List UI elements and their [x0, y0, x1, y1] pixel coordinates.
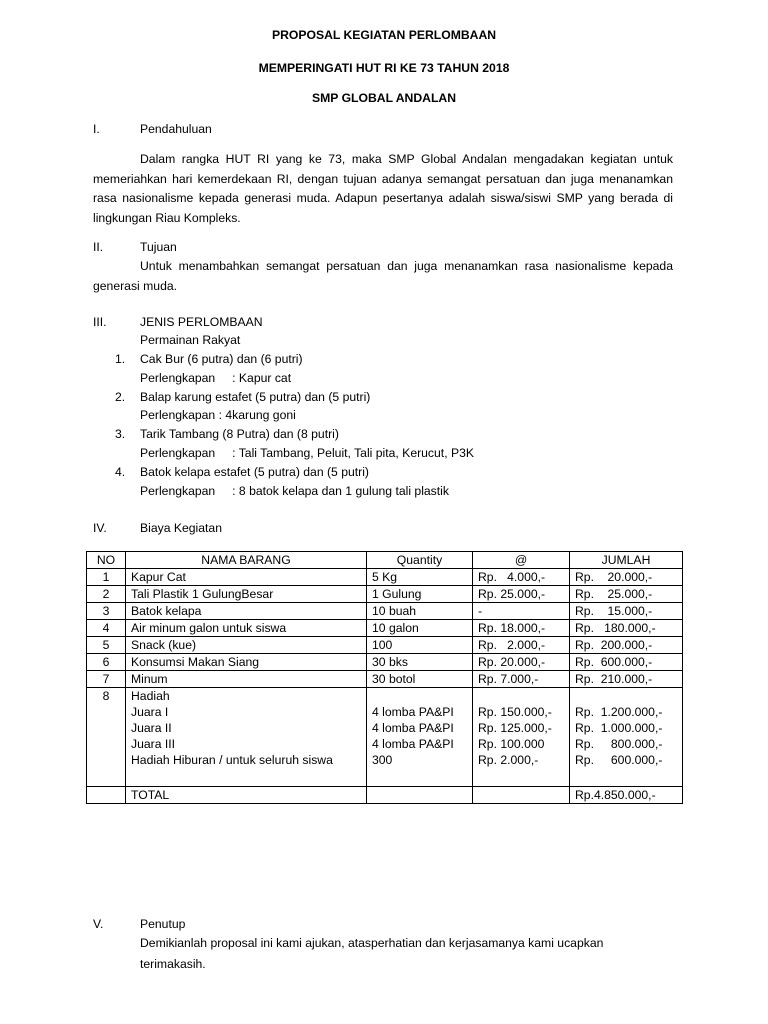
header-quantity: Quantity [367, 552, 473, 569]
cell-jumlah: Rp. 210.000,- [570, 671, 683, 688]
table-total-row [87, 787, 683, 804]
hadiah-juara-1: Juara I [131, 705, 169, 719]
lomba-item-number: 2. [115, 390, 126, 404]
hadiah-jumlah: Rp. 1.000.000,- [575, 721, 663, 735]
section-3-number: III. [93, 315, 107, 329]
hadiah-qty [372, 688, 467, 704]
section-1-body: Dalam rangka HUT RI yang ke 73, maka SMP Global Andalan mengadakan kegiatan untuk memeriahkan hari kemerdekaan RI, dengan tujuan adanya semangat persatuan dan juga menanamkan rasa nasionalisme kepada generasi muda. Adapun pesertanya adalah siswa/siswi SMP yang berada di lingkungan Riau Kompleks. [93, 152, 673, 225]
cell-nama: Tali Plastik 1 GulungBesar [126, 586, 367, 603]
section-3-subheading: Permainan Rakyat [140, 333, 241, 347]
table-row [87, 620, 683, 637]
cell-harga: Rp. 2.000,- [473, 637, 570, 654]
lomba-item-name: Cak Bur (6 putra) dan (6 putri) [140, 352, 303, 366]
lomba-item-equipment: Perlengkapan : Tali Tambang, Peluit, Tali pita, Kerucut, P3K [140, 446, 474, 460]
hadiah-juara-3: Juara III [131, 737, 176, 751]
section-1-heading: Pendahuluan [140, 122, 212, 136]
cell-jumlah: Rp. 20.000,- [570, 569, 683, 586]
title-line-2: MEMPERINGATI HUT RI KE 73 TAHUN 2018 [258, 61, 510, 75]
hadiah-harga: Rp. 100.000 [478, 737, 545, 751]
cell-no: 1 [87, 569, 126, 586]
section-5-heading: Penutup [140, 917, 186, 931]
cell-nama: Konsumsi Makan Siang [126, 654, 367, 671]
lomba-item-name: Balap karung estafet (5 putra) dan (5 putri) [140, 390, 371, 404]
cell-qty: 10 galon [367, 620, 473, 637]
section-4-number: IV. [93, 521, 107, 535]
cell-qty: 30 botol [367, 671, 473, 688]
cell-qty: 30 bks [367, 654, 473, 671]
lomba-item-equipment: Perlengkapan : 4karung goni [140, 408, 296, 422]
cell-no: 2 [87, 586, 126, 603]
cell-harga: Rp. 4.000,- [473, 569, 570, 586]
table-row [87, 603, 683, 620]
section-5-number: V. [93, 917, 104, 931]
cell-qty-hadiah [367, 688, 473, 787]
hadiah-hiburan: Hadiah Hiburan / untuk seluruh siswa [131, 753, 333, 767]
cell-qty: 1 Gulung [367, 586, 473, 603]
lomba-item-number: 4. [115, 465, 126, 479]
cell-no: 3 [87, 603, 126, 620]
section-2-body: Untuk menambahkan semangat persatuan dan juga menanamkan rasa nasionalisme kepada generasi muda. [93, 259, 673, 293]
lomba-item-name: Tarik Tambang (8 Putra) dan (8 putri) [140, 427, 339, 441]
cell-nama: Snack (kue) [126, 637, 367, 654]
hadiah-harga: Rp. 125.000,- [478, 721, 552, 735]
header-no: NO [87, 552, 126, 569]
total-label: TOTAL [126, 787, 367, 804]
header-nama-barang: NAMA BARANG [126, 552, 367, 569]
total-value: Rp.4.850.000,- [570, 787, 683, 804]
cell-qty: 100 [367, 637, 473, 654]
lomba-item-equipment: Perlengkapan : Kapur cat [140, 371, 292, 385]
hadiah-jumlah [575, 688, 677, 704]
table-row [87, 671, 683, 688]
table-row [87, 654, 683, 671]
cell-no: 5 [87, 637, 126, 654]
cell-harga: Rp. 18.000,- [473, 620, 570, 637]
cell-nama-hadiah [126, 688, 367, 787]
cell-jumlah: Rp. 25.000,- [570, 586, 683, 603]
hadiah-qty: 4 lomba PA&PI [372, 737, 454, 751]
cell-jumlah: Rp. 200.000,- [570, 637, 683, 654]
lomba-item-number: 1. [115, 352, 126, 366]
cell-jumlah: Rp. 15.000,- [570, 603, 683, 620]
hadiah-juara-2: Juara II [131, 721, 172, 735]
hadiah-harga [478, 688, 564, 704]
cell-jumlah: Rp. 180.000,- [570, 620, 683, 637]
section-1-number: I. [93, 122, 100, 136]
cell-nama: Air minum galon untuk siswa [126, 620, 367, 637]
cell-no: 8 [87, 688, 126, 787]
cell-nama: Minum [126, 671, 367, 688]
cell-no: 4 [87, 620, 126, 637]
lomba-item-name: Batok kelapa estafet (5 putra) dan (5 putri) [140, 465, 369, 479]
lomba-item-equipment: Perlengkapan : 8 batok kelapa dan 1 gulung tali plastik [140, 484, 449, 498]
lomba-item-number: 3. [115, 427, 126, 441]
cell-qty: 5 Kg [367, 569, 473, 586]
hadiah-qty: 300 [372, 753, 393, 767]
cell-no: 7 [87, 671, 126, 688]
cell-harga-hadiah [473, 688, 570, 787]
hadiah-jumlah: Rp. 600.000,- [575, 753, 663, 767]
section-2-number: II. [93, 240, 104, 254]
cell-no: 6 [87, 654, 126, 671]
hadiah-harga: Rp. 150.000,- [478, 705, 552, 719]
cell-empty [367, 787, 473, 804]
section-3-heading: JENIS PERLOMBAAN [140, 315, 263, 329]
cell-harga: Rp. 7.000,- [473, 671, 570, 688]
cell-qty: 10 buah [367, 603, 473, 620]
hadiah-label: Hadiah [131, 689, 170, 703]
table-row [87, 637, 683, 654]
hadiah-qty: 4 lomba PA&PI [372, 705, 454, 719]
cell-jumlah: Rp. 600.000,- [570, 654, 683, 671]
cell-nama: Kapur Cat [126, 569, 367, 586]
table-row [87, 569, 683, 586]
section-4-heading: Biaya Kegiatan [140, 521, 222, 535]
section-2-heading: Tujuan [140, 240, 177, 254]
cell-harga: - [473, 603, 570, 620]
cell-empty [87, 787, 126, 804]
table-row [87, 586, 683, 603]
cell-nama: Batok kelapa [126, 603, 367, 620]
header-jumlah: JUMLAH [570, 552, 683, 569]
hadiah-qty: 4 lomba PA&PI [372, 721, 454, 735]
section-5-body: Demikianlah proposal ini kami ajukan, atasperhatian dan kerjasamanya kami ucapkan terimakasih. [140, 936, 604, 971]
biaya-table [86, 551, 683, 804]
cell-jumlah-hadiah [570, 688, 683, 787]
table-row-hadiah [87, 688, 683, 787]
header-harga-satuan: @ [473, 552, 570, 569]
hadiah-harga: Rp. 2.000,- [478, 753, 539, 767]
cell-harga: Rp. 20.000,- [473, 654, 570, 671]
hadiah-jumlah: Rp. 1.200.000,- [575, 705, 663, 719]
cell-empty [473, 787, 570, 804]
title-line-3: SMP GLOBAL ANDALAN [312, 91, 456, 105]
hadiah-jumlah: Rp. 800.000,- [575, 737, 663, 751]
title-line-1: PROPOSAL KEGIATAN PERLOMBAAN [271, 28, 497, 42]
cell-harga: Rp. 25.000,- [473, 586, 570, 603]
table-header-row [87, 552, 683, 569]
